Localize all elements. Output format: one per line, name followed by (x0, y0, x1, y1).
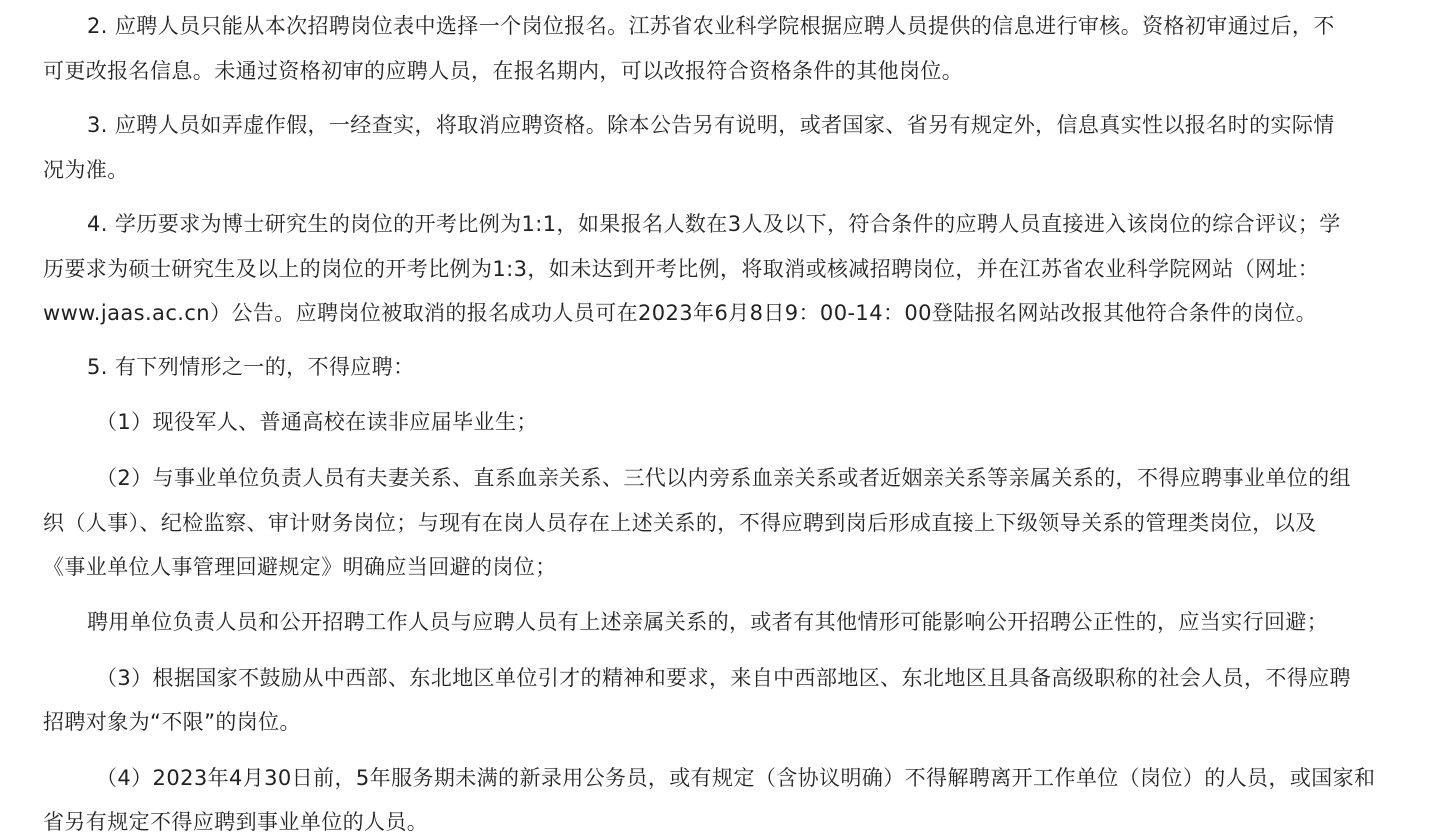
paragraph-subitem-4-line: 省另有规定不得应聘到事业单位的人员。 (43, 810, 429, 834)
paragraph-subitem-2-line: 织（人事）、纪检监察、审计财务岗位；与现有在岗人员存在上述关系的，不得应聘到岗后形成直接上下级领导关系的管理类岗位，以及 (43, 511, 1317, 535)
paragraph-item-4-line: www.jaas.ac.cn）公告。应聘岗位被取消的报名成功人员可在2023年6月8日9：00-14：00登陆报名网站改报其他符合条件的岗位。 (43, 301, 1318, 325)
paragraph-subitem-3-line: （3）根据国家不鼓励从中西部、东北地区单位引才的精神和要求，来自中西部地区、东北地区且具备高级职称的社会人员，不得应聘 (96, 666, 1351, 690)
paragraph-item-2-line: 可更改报名信息。未通过资格初审的应聘人员，在报名期内，可以改报符合资格条件的其他岗位。 (43, 59, 964, 83)
paragraph-item-3-line: 况为准。 (43, 158, 129, 182)
paragraph-item-5-line: 5. 有下列情形之一的，不得应聘： (87, 355, 415, 379)
paragraph-item-3-line: 3. 应聘人员如弄虚作假，一经查实，将取消应聘资格。除本公告另有说明，或者国家、省另有规定外，信息真实性以报名时的实际情 (87, 113, 1335, 137)
paragraph-subitem-2-line: 《事业单位人事管理回避规定》明确应当回避的岗位； (43, 555, 557, 579)
paragraph-item-4-line: 历要求为硕士研究生及以上的岗位的开考比例为1:3，如未达到开考比例，将取消或核减招聘岗位，并在江苏省农业科学院网站（网址： (43, 257, 1320, 281)
paragraph-subitem-2-line: （2）与事业单位负责人员有夫妻关系、直系血亲关系、三代以内旁系血亲关系或者近姻亲关系等亲属关系的，不得应聘事业单位的组 (96, 466, 1351, 490)
paragraph-subitem-3-line: 招聘对象为“不限”的岗位。 (43, 710, 301, 734)
paragraph-item-4-line: 4. 学历要求为博士研究生的岗位的开考比例为1:1，如果报名人数在3人及以下，符合条件的应聘人员直接进入该岗位的综合评议；学 (87, 212, 1341, 236)
paragraph-recusal-line: 聘用单位负责人员和公开招聘工作人员与应聘人员有上述亲属关系的，或者有其他情形可能影响公开招聘公正性的，应当实行回避； (87, 610, 1329, 634)
paragraph-subitem-1-line: （1）现役军人、普通高校在读非应届毕业生； (96, 410, 538, 434)
paragraph-subitem-4-line: （4）2023年4月30日前，5年服务期未满的新录用公务员，或有规定（含协议明确）不得解聘离开工作单位（岗位）的人员，或国家和 (96, 766, 1376, 790)
paragraph-item-2-line: 2. 应聘人员只能从本次招聘岗位表中选择一个岗位报名。江苏省农业科学院根据应聘人员提供的信息进行审核。资格初审通过后，不 (87, 14, 1335, 38)
